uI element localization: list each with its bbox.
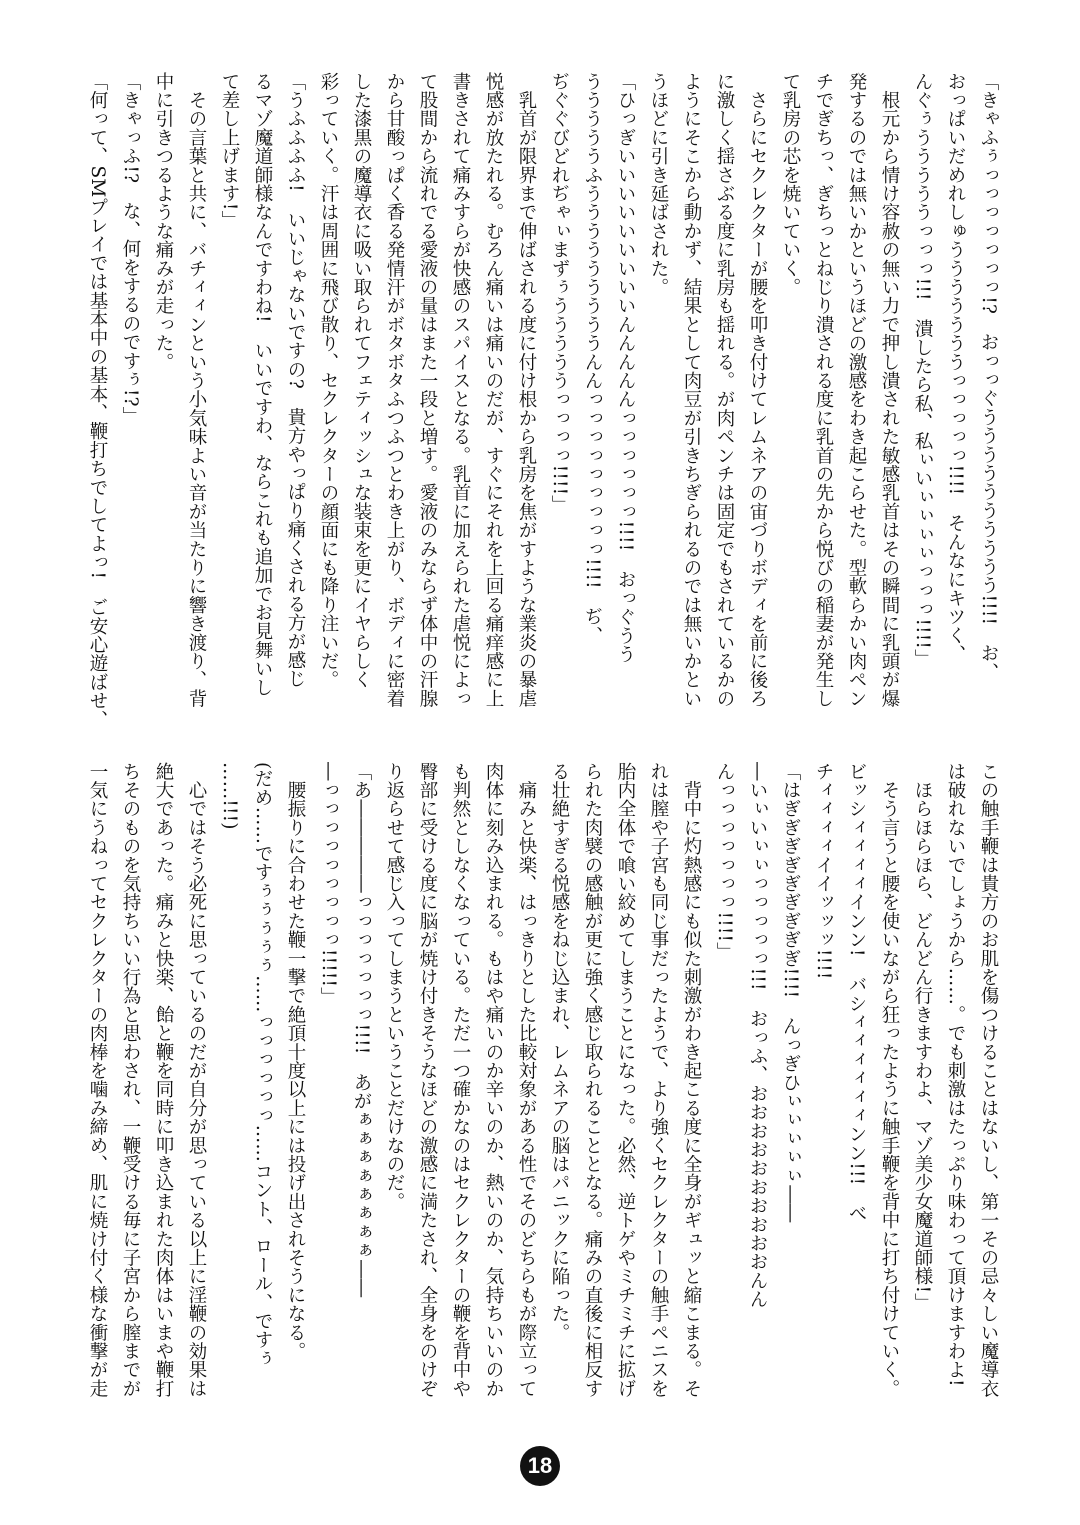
text-line: 「ひっぎいいいいいいいいいんんんんんっっっっっっ!!!! おっぐうう — [615, 72, 636, 664]
text-line: 根元から情け容赦の無い力で押し潰された敏感乳首はその瞬間に乳頭が爆 — [879, 72, 900, 708]
text-line: 胎内全体で喰い絞めてしまうことになった。必然、逆トゲやミチミチに拡げ — [615, 762, 636, 1398]
text-line: ―いぃいぃぃっっっっっ!!! おっふ、おおおおおおおおおおんん — [747, 762, 768, 1309]
text-line: うほどに引き延ばされた。 — [648, 72, 669, 297]
text-line: 発するのでは無いかというほどの激感をわき起こらせた。型軟らかい肉ペン — [846, 72, 867, 708]
text-line: て乳房の芯を焼いていく。 — [780, 72, 801, 297]
text-line: ぢぐぐびどれぢゃぃまずぅうううううっっっっ!!!!」 — [549, 72, 570, 514]
text-line: から甘酸っぱく香る発情汗がボタボタふつふつとわき上がり、ボディに密着 — [384, 72, 405, 708]
text-line: 痛みと快楽、はっきりとした比較対象がある性でそのどちらもが際立って — [516, 762, 537, 1398]
text-line: て差し上げます!」 — [219, 72, 240, 230]
text-line: に激しく揺さぶる度に乳房も揺れる。が肉ペンチは固定でもされているかの — [714, 72, 735, 708]
page-number: 18 — [520, 1446, 560, 1486]
text-line: ビッシィィィィインン! バシィィィィィィンン!!! べ — [846, 762, 867, 1223]
text-line: そう言うと腰を使いながら狂ったように触手鞭を背中に打ち付けていく。 — [879, 762, 900, 1398]
text-line: 絶大であった。痛みと快楽、飴と鞭を同時に叩き込まれた肉体はいまや鞭打 — [153, 762, 174, 1398]
text-line: ちそのものを気持ちいい行為と思わされ、一鞭受ける毎に子宮から膣までが — [120, 762, 141, 1398]
text-line: るマゾ魔道師様なんですわね! いいですわ、ならこれも追加でお見舞いし — [252, 72, 273, 697]
text-line: 「何って、SMプレイでは基本中の基本、鞭打ちでしてよっ! ご安心遊ばせ、 — [87, 72, 108, 729]
text-line: した漆黒の魔導衣に吸い取られてフェティッシュな装束を更にイヤらしく — [351, 72, 372, 690]
text-block-bottom — [81, 762, 1005, 1402]
text-line: さらにセクレクターが腰を叩き付けてレムネアの宙づりボディを前に後ろ — [747, 72, 768, 708]
text-line: 彩っていく。汗は周囲に飛び散り、セクレクターの顔面にも降り注いだ。 — [318, 72, 339, 690]
text-line: 心ではそう必死に思っているのだが自分が思っている以上に淫鞭の効果は — [186, 762, 207, 1398]
text-line: 悦感が放たれる。むろん痛いは痛いのだが、すぐにそれを上回る痛痒感に上 — [483, 72, 504, 708]
text-line: 腰振りに合わせた鞭一撃で絶頂十度以上には投げ出されそうになる。 — [285, 762, 306, 1361]
text-line: 「きゃっふ!? な、何をするのですぅ!?」 — [120, 72, 141, 426]
text-line: んっっっっっっっ!!!!」 — [714, 762, 735, 961]
text-line: り返らせて感じ入ってしまうということだけなのだ。 — [384, 762, 405, 1211]
text-line: おっぱいだめれしゅうううううううっっっっっ!!!! そんなにキツく、 — [945, 72, 966, 664]
text-line: この触手鞭は貴方のお肌を傷つけることはないし、第一その忌々しい魔導衣 — [978, 762, 999, 1398]
text-line: れは膣や子宮も同じ事だったようで、より強くセクレクターの触手ペニスを — [648, 762, 669, 1398]
text-line: その言葉と共に、バチィィンという小気味よい音が当たりに響き渡り、背 — [186, 72, 207, 708]
text-line: ……!!!) — [219, 762, 240, 830]
text-line: られた肉襞の感触が更に強く感じ取られることとなる。痛みの直後に相反す — [582, 762, 603, 1398]
text-line: る壮絶すぎる悦感をねじ込まれ、レムネアの脳はパニックに陥った。 — [549, 762, 570, 1342]
text-line: は破れないでしょうから……。でも刺激はたっぷり味わって頂けますわよ! — [945, 762, 966, 1387]
text-line: ―っっっっっっっっっ!!!!!」 — [318, 762, 339, 1006]
text-line: 書きされて痛みすらが快感のスパイスとなる。乳首に加えられた虐悦によっ — [450, 72, 471, 708]
text-line: 乳首が限界まで伸ばされる度に付け根から乳房を焦がすような業炎の暴虐 — [516, 72, 537, 708]
text-line: 臀部に受ける度に脳が焼け付きそうなほどの激感に満たされ、全身をのけぞ — [417, 762, 438, 1398]
text-line: 「うふふふふ! いいじゃないですの? 貴方やっぱり痛くされる方が感じ — [285, 72, 306, 689]
text-line: ほらほらほら、どんどん行きますわよ、マゾ美少女魔道師様!」 — [912, 762, 933, 1312]
text-line: 中に引きつるような痛みが走った。 — [153, 72, 174, 372]
text-line: チィィィィイイッッッ!!!! — [813, 762, 834, 980]
text-line: 「きゃふぅっっっっっっっ!? おっっぐうううううううううう!!!! お、 — [978, 72, 999, 682]
text-line: チでぎちっ、ぎちっとねじり潰される度に乳首の先から悦びの稲妻が発生し — [813, 72, 834, 708]
text-line: うううううふうううううううううんんっっっっっっっっっ!!!! ぢ、 — [582, 72, 603, 645]
text-line: んぐぅうううううっっっ!!! 潰したら私、私ぃいぃぃぃぃっっっ!!!!」 — [912, 72, 933, 668]
text-line: て股間から流れでる愛液の量はまた一段と増す。愛液のみならず体中の汗腺 — [417, 72, 438, 708]
text-line: 「あ―――――っっっっっっっ!!!! あがぁぁぁぁぁぁぁぁ―― — [351, 762, 372, 1298]
text-line: 「はぎぎぎぎぎぎぎぎぎ!!!! んっぎひぃぃぃぃぃ―― — [780, 762, 801, 1223]
text-line: も判然としなくなっている。ただ一つ確かなのはセクレクターの鞭を背中や — [450, 762, 471, 1398]
text-line: (だめ……ですぅぅぅぅぅ……っっっっっっ……コント、ロール、ですぅ — [252, 762, 273, 1368]
text-line: 背中に灼熱感にも似た刺激がわき起こる度に全身がギュッと縮こまる。そ — [681, 762, 702, 1398]
text-line: 肉体に刻み込まれる。もはや痛いのか辛いのか、熱いのか、気持ちいいのか — [483, 762, 504, 1398]
text-line: 一気にうねってセクレクターの肉棒を噛み締め、肌に焼け付く様な衝撃が走 — [87, 762, 108, 1398]
text-line: ようにそこから動かず、結果として肉豆が引きちぎられるのでは無いかとい — [681, 72, 702, 708]
text-block-top — [81, 72, 1005, 729]
